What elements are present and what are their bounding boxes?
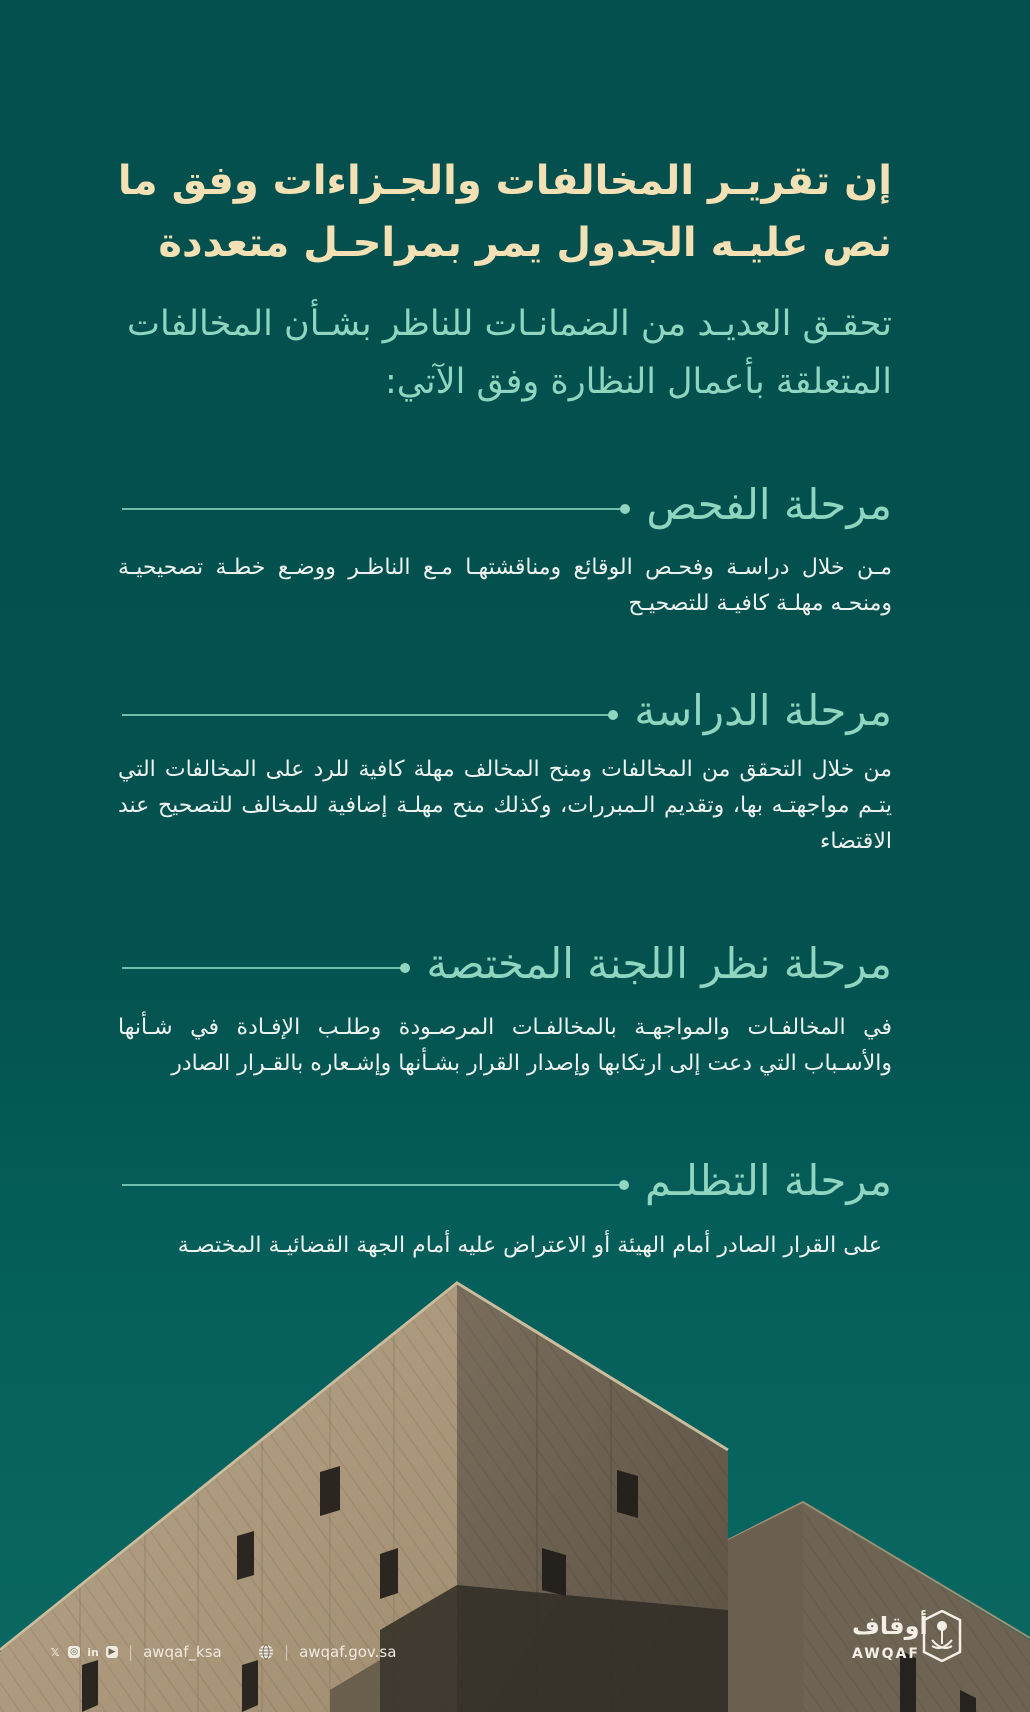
logo-english-text: AWQAF <box>852 1646 920 1662</box>
globe-icon <box>258 1644 274 1660</box>
instagram-icon[interactable]: ◎ <box>68 1646 80 1658</box>
section-header-study <box>122 682 892 738</box>
intro-text: تحقـق العديـد من الضمانـات للناظر بشـأن المخالفات المتعلقة بأعمال النظارة وفق الآتي: <box>127 304 892 402</box>
section-title: مرحلة التظلـم <box>644 1155 892 1205</box>
divider-line <box>122 967 404 969</box>
section-text: من خلال التحقق من المخالفات ومنح المخالف مهلة كافية للرد على المخالفات التي يتـم مواجهتـه بها، وتقديم الـمبررات، وكذلك منح مهلـة إضافية للمخالف للتصحيح عند الاقتضاء <box>118 757 892 854</box>
website-url[interactable]: awqaf.gov.sa <box>299 1643 397 1661</box>
section-title: مرحلة الدراسة <box>634 685 892 735</box>
logo-arabic-text: أوقاف <box>852 1612 928 1640</box>
divider-line <box>122 714 612 716</box>
saudi-emblem-icon <box>922 1610 962 1662</box>
section-title: مرحلة الفحص <box>646 479 892 529</box>
separator: | <box>284 1643 290 1661</box>
awqaf-logo <box>848 1610 998 1670</box>
section-header-examination <box>122 476 892 532</box>
section-title: مرحلة نظر اللجنة المختصة <box>426 938 892 988</box>
section-header-committee <box>122 935 892 991</box>
section-text: مـن خلال دراسـة وفحـص الوقائع ومناقشتهـا مـع الناظـر ووضـع خطـة تصحيحيـة ومنحـه مهلـة كافيـة للتصحيـح <box>118 555 892 616</box>
section-text: على القرار الصادر أمام الهيئة أو الاعتراض عليه أمام الجهة القضائيـة المختصـة <box>177 1233 882 1258</box>
section-text: في المخالفـات والمواجهـة بالمخالفـات المرصـودة وطلـب الإفـادة في شـأنها والأسـباب التي دعت إلى ارتكابها وإصدار القرار بشـأنها وإشـعاره بالقـرار الصادر <box>118 1015 892 1076</box>
divider-line <box>122 508 624 510</box>
social-links <box>48 1643 222 1661</box>
linkedin-icon[interactable]: in <box>87 1645 99 1659</box>
social-handle[interactable]: awqaf_ksa <box>143 1643 222 1661</box>
youtube-icon[interactable]: ▶ <box>106 1646 118 1658</box>
divider-line <box>122 1184 623 1186</box>
x-icon[interactable]: 𝕏 <box>50 1645 60 1659</box>
separator: | <box>128 1643 134 1661</box>
section-header-grievance <box>122 1152 892 1208</box>
headline: إن تقريـر المخالفات والجـزاءات وفق ما نص عليـه الجدول يمر بمراحـل متعددة <box>117 158 892 266</box>
website-link <box>258 1643 396 1661</box>
